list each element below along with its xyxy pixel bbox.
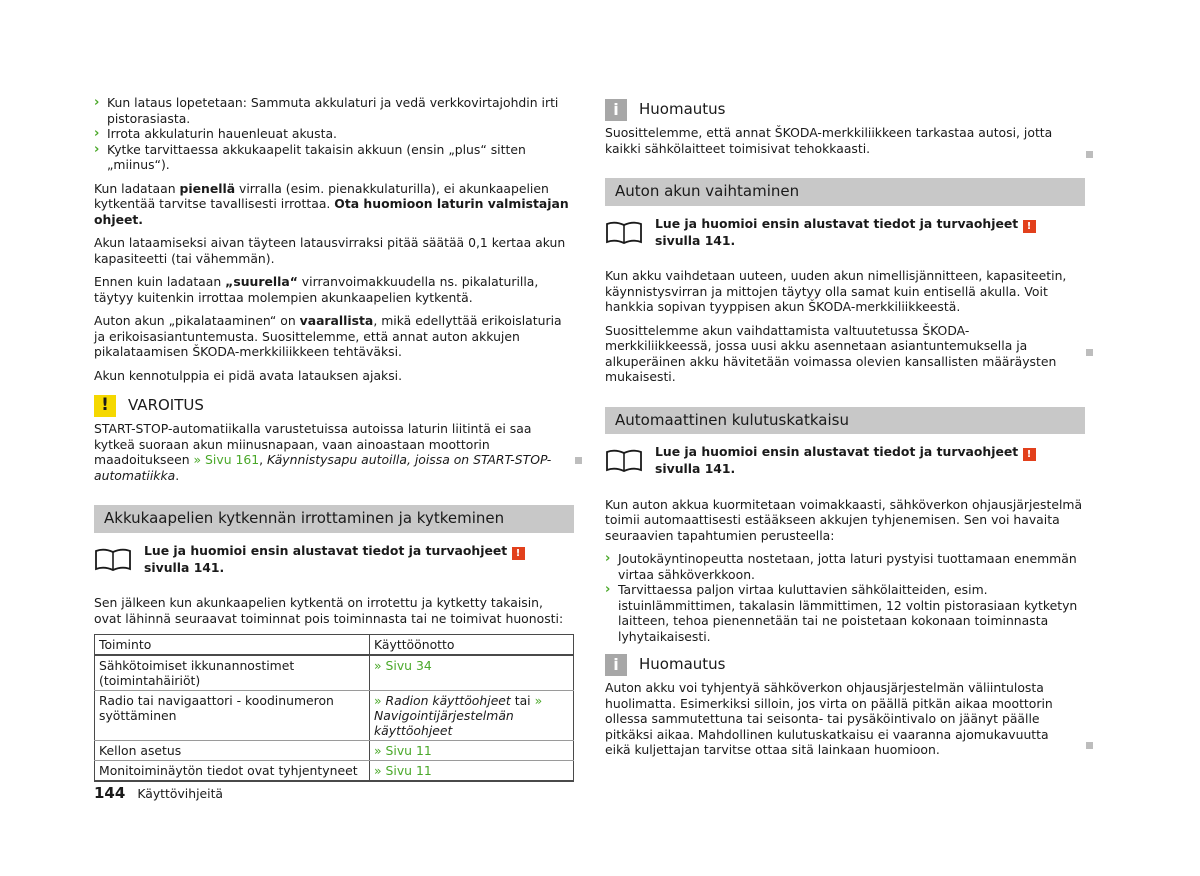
table-row — [95, 691, 574, 741]
warning-triangle-icon: ! — [512, 547, 525, 560]
warning-triangle-icon: ! — [1023, 220, 1036, 233]
paragraph-fast-charge: Auton akun „pikalataaminen“ on vaarallista, mikä edellyttää erikoislaturia ja erikoisasiantuntemusta. Suosittelemme, että annat auton akkujen pikalataamisen ŠKODA-merkkiliikkeen tehtäväksi. — [94, 313, 562, 359]
list-item: › Kun lataus lopetetaan: Sammuta akkulaturi ja vedä verkkovirtajohdin irti pistorasiasta. — [94, 95, 559, 126]
section-title: Akkukaapelien kytkennän irrottaminen ja kytkeminen — [94, 505, 574, 533]
table-row — [95, 761, 574, 782]
right-column — [605, 95, 1085, 766]
paragraph-cell-caps: Akun kennotulppia ei pidä avata latauksen ajaksi. — [94, 367, 403, 383]
chapter-title: Käyttövihjeitä — [137, 786, 224, 801]
table-cell: Monitoiminäytön tiedot ovat tyhjentyneet — [95, 761, 370, 782]
warning-text: START-STOP-automatiikalla varustetuissa autoissa laturin liitintä ei saa kytkeä suoraan akun miinusnapaan, vaan ainoastaan moottorin maadoitukseen » Sivu 161, Käynnistysapu autoilla, joissa on START-STOP-automatiikka. — [94, 421, 552, 483]
section-title: Automaattinen kulutuskatkaisu — [605, 407, 1085, 435]
warning-box — [94, 395, 574, 483]
paragraph-full-charge: Akun lataamiseksi aivan täyteen latausvirraksi pitää säätää 0,1 kertaa akun kapasiteetti (tai vähemmän). — [94, 235, 566, 266]
list-item: › Tarvittaessa paljon virtaa kuluttavien sähkölaitteiden, esim. istuinlämmittimen, takalasin lämmittimen, 12 voltin pistorasiaan kytketyn laitteen, tehoa pienennetään tai ne poistetaan kokonaan toiminnasta lyhytaikaisesti. — [605, 582, 1078, 644]
arrow-bullet-icon: › — [94, 141, 100, 157]
arrow-bullet-icon: › — [605, 551, 611, 566]
paragraph-battery-replace: Kun akku vaihdetaan uuteen, uuden akun nimellisjännitteen, kapasiteetin, käynnistysvirran ja mittojen täytyy olla samat kuin entisellä akulla. Voit hankkia sopivan tyyppisen akun ŠKODA-merkkiliikkeestä. — [605, 268, 1067, 314]
page-link[interactable]: » Sivu 11 — [374, 763, 432, 778]
table-cell: » Radion käyttöohjeet tai » Navigointijärjestelmän käyttöohjeet — [370, 691, 574, 741]
left-column — [94, 95, 574, 782]
paragraph-large-current: Ennen kuin ladataan „suurella“ virranvoimakkuudella ns. pikalaturilla, täytyy kuitenkin irrottaa molempien akunkaapelien kytkentä. — [94, 274, 539, 305]
list-item: › Irrota akkulaturin hauenleuat akusta. — [94, 126, 337, 141]
section-title: Auton akun vaihtaminen — [605, 178, 1085, 206]
page-link[interactable]: » Sivu 34 — [374, 658, 432, 673]
note-title: Huomautus — [639, 655, 726, 674]
note-text: Suosittelemme, että annat ŠKODA-merkkiliikkeen tarkastaa autosi, jotta kaikki sähkölaitteet toimisivat tehokkaasti. — [605, 125, 1053, 156]
functions-table — [94, 634, 574, 782]
note-text: Auton akku voi tyhjentyä sähköverkon ohjausjärjestelmän väliintulosta huolimatta. Esimerkiksi silloin, jos virta on päällä pitkän aikaa moottorin ollessa sammutettuna tai seisonta- tai pysäköintivalo on jäänyt päälle pitkäksi aikaa. Mahdollinen kulutuskatkaisu ei vaaranna ajomukavuutta eikä kuljettajan tarvitse ottaa sitä lainkaan huomioon. — [605, 680, 1053, 757]
table-header: Käyttöönotto — [370, 635, 574, 656]
book-icon — [94, 547, 132, 571]
arrow-bullet-icon: › — [605, 582, 611, 597]
page-number: 144 — [94, 784, 126, 802]
paragraph-after-disconnect: Sen jälkeen kun akunkaapelien kytkentä on irrotettu ja kytketty takaisin, ovat lähinnä seuraavat toiminnat pois toiminnasta tai ne toimivat huonosti: — [94, 595, 564, 626]
end-marker — [1086, 349, 1093, 356]
book-icon — [605, 448, 643, 472]
end-marker — [1086, 151, 1093, 158]
note-box — [605, 654, 1085, 758]
charging-steps-list — [94, 95, 574, 173]
info-icon: i — [605, 654, 627, 676]
load-control-list — [605, 551, 1085, 644]
arrow-bullet-icon: › — [94, 95, 100, 110]
page-footer — [94, 786, 223, 802]
page-link[interactable]: » Sivu 11 — [374, 743, 432, 758]
arrow-bullet-icon: › — [94, 126, 100, 141]
table-cell: Radio tai navigaattori - koodinumeron syöttäminen — [95, 691, 370, 741]
table-row — [95, 655, 574, 691]
end-marker — [575, 457, 582, 464]
list-item: › Joutokäyntinopeutta nostetaan, jotta laturi pystyisi tuottamaan enemmän virtaa sähköverkkoon. — [605, 551, 1077, 582]
paragraph-load-control: Kun auton akkua kuormitetaan voimakkaasti, sähköverkon ohjausjärjestelmä toimii automaattisesti estääkseen akkujen tyhjenemisen. Sen voi havaita seuraavien tapahtumien perusteella: — [605, 496, 1083, 543]
paragraph-dealer-replace: Suosittelemme akun vaihdattamista valtuutetussa ŠKODA-merkkiliikkeessä, jossa uusi akku asennetaan asiantuntemuksella ja alkuperäinen akku hävitetään voimassa olevien kansallisten määräysten mukaisesti. — [605, 322, 1057, 384]
table-cell — [370, 761, 574, 782]
book-icon — [605, 220, 643, 244]
paragraph-small-current: Kun ladataan pienellä virralla (esim. pienakkulaturilla), ei akunkaapelien kytkentää tarvitse tavallisesti irrottaa. Ota huomioon laturin valmistajan ohjeet. — [94, 180, 569, 227]
paragraph-wrap — [605, 323, 1085, 385]
read-first-notice: Lue ja huomioi ensin alustavat tiedot ja turvaohjeet ! sivulla 141. — [605, 444, 1085, 477]
warning-icon: ! — [94, 395, 116, 417]
warning-title: VAROITUS — [128, 396, 204, 415]
table-cell — [370, 655, 574, 691]
warning-triangle-icon: ! — [1023, 448, 1036, 461]
table-cell: Sähkötoimiset ikkunannostimet (toimintahäiriöt) — [95, 655, 370, 691]
table-header: Toiminto — [95, 635, 370, 656]
table-cell — [370, 741, 574, 761]
info-icon: i — [605, 99, 627, 121]
read-first-notice: Lue ja huomioi ensin alustavat tiedot ja turvaohjeet ! sivulla 141. — [94, 543, 574, 576]
note-title: Huomautus — [639, 100, 726, 119]
end-marker — [1086, 742, 1093, 749]
manual-reference[interactable]: Navigointijärjestelmän käyttöohjeet — [374, 708, 514, 738]
list-item: › Kytke tarvittaessa akkukaapelit takaisin akkuun (ensin „plus“ sitten „miinus“). — [94, 141, 526, 172]
page-link[interactable]: » Sivu 161 — [193, 452, 260, 467]
note-box — [605, 99, 1085, 156]
manual-reference[interactable]: Radion käyttöohjeet — [385, 693, 511, 708]
table-row — [95, 741, 574, 761]
read-first-notice: Lue ja huomioi ensin alustavat tiedot ja turvaohjeet ! sivulla 141. — [605, 216, 1085, 249]
table-cell: Kellon asetus — [95, 741, 370, 761]
